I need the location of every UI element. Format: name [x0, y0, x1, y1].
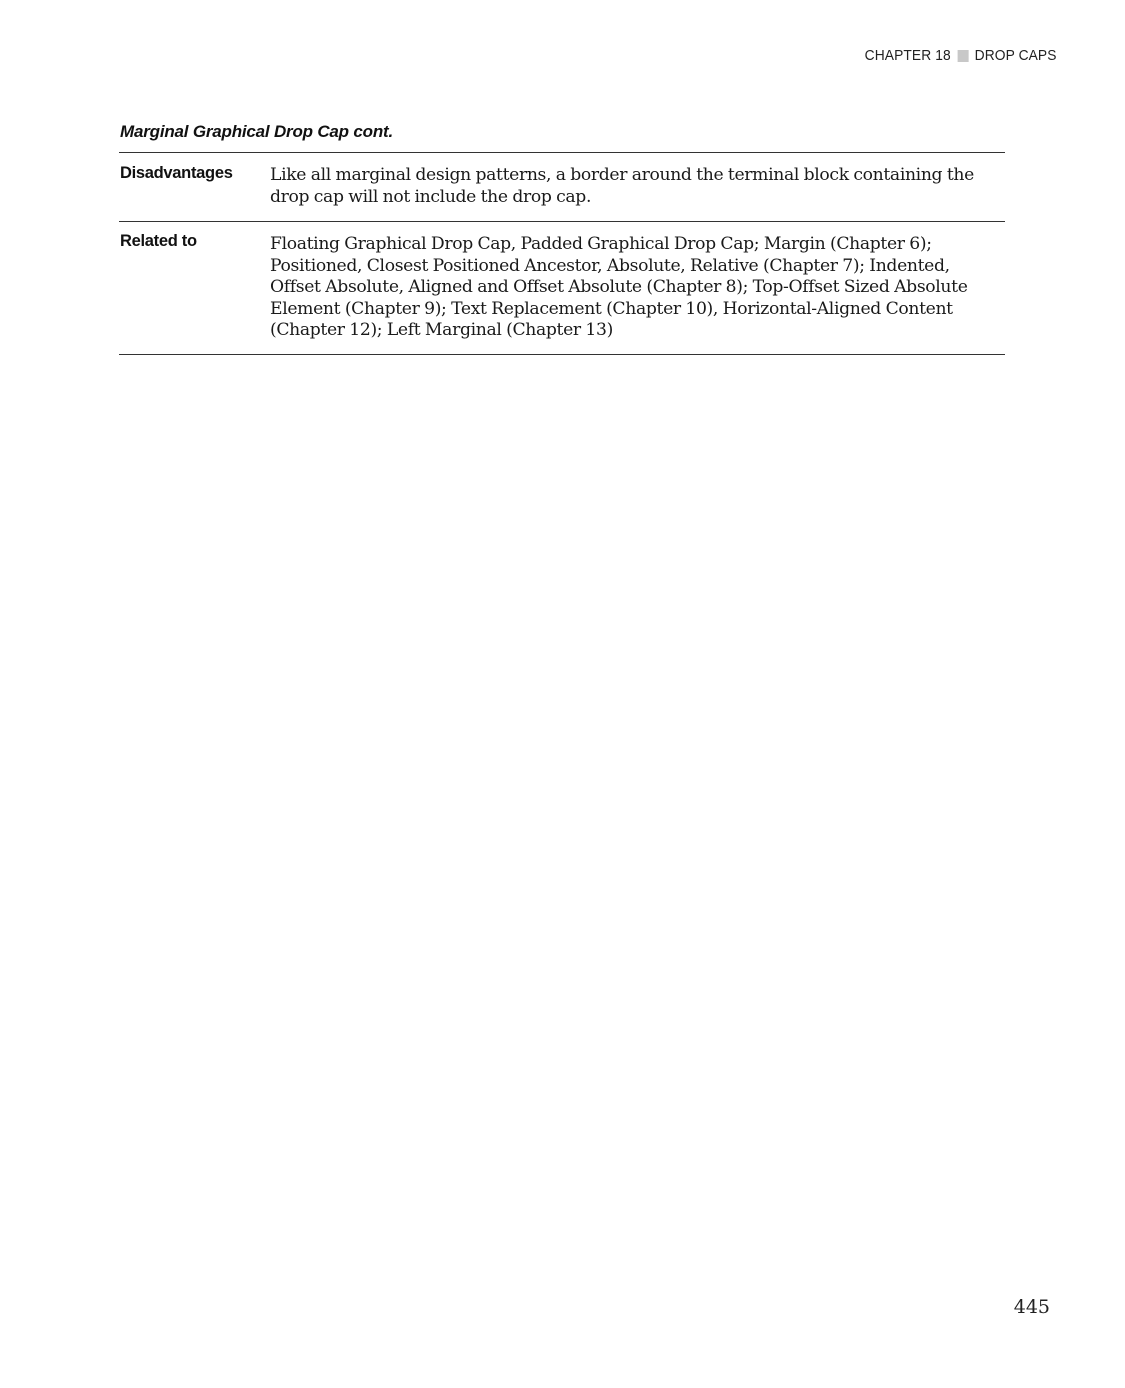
- row-text: Floating Graphical Drop Cap, Padded Graphical Drop Cap; Margin (Chapter 6); Positioned, Closest Positioned Ancestor, Absolute, Relative (Chapter 7); Indented, Offset Absolute, Aligned and Offset Absolute (Chapter 8); Top-Offset Sized Absolute Element (Chapter 9); Text Replacement (Chapter 10), Horizontal-Aligned Content (Chapter 12); Left Marginal (Chapter 13): [270, 234, 968, 340]
- table-row-disadvantages: [119, 153, 1005, 222]
- separator-square-icon: [958, 50, 969, 62]
- table-caption: Marginal Graphical Drop Cap cont.: [120, 122, 393, 141]
- chapter-label: CHAPTER 18: [865, 47, 952, 64]
- table-row-related-to: [119, 222, 1005, 355]
- section-label: DROP CAPS: [975, 47, 1057, 64]
- pattern-table: [119, 152, 1005, 355]
- row-text: Like all marginal design patterns, a border around the terminal block containing the drop cap will not include the drop cap.: [270, 165, 974, 207]
- row-label: Disadvantages: [120, 164, 233, 182]
- page-number: 445: [1013, 1296, 1050, 1318]
- running-header: [865, 47, 1057, 64]
- row-label: Related to: [120, 232, 197, 250]
